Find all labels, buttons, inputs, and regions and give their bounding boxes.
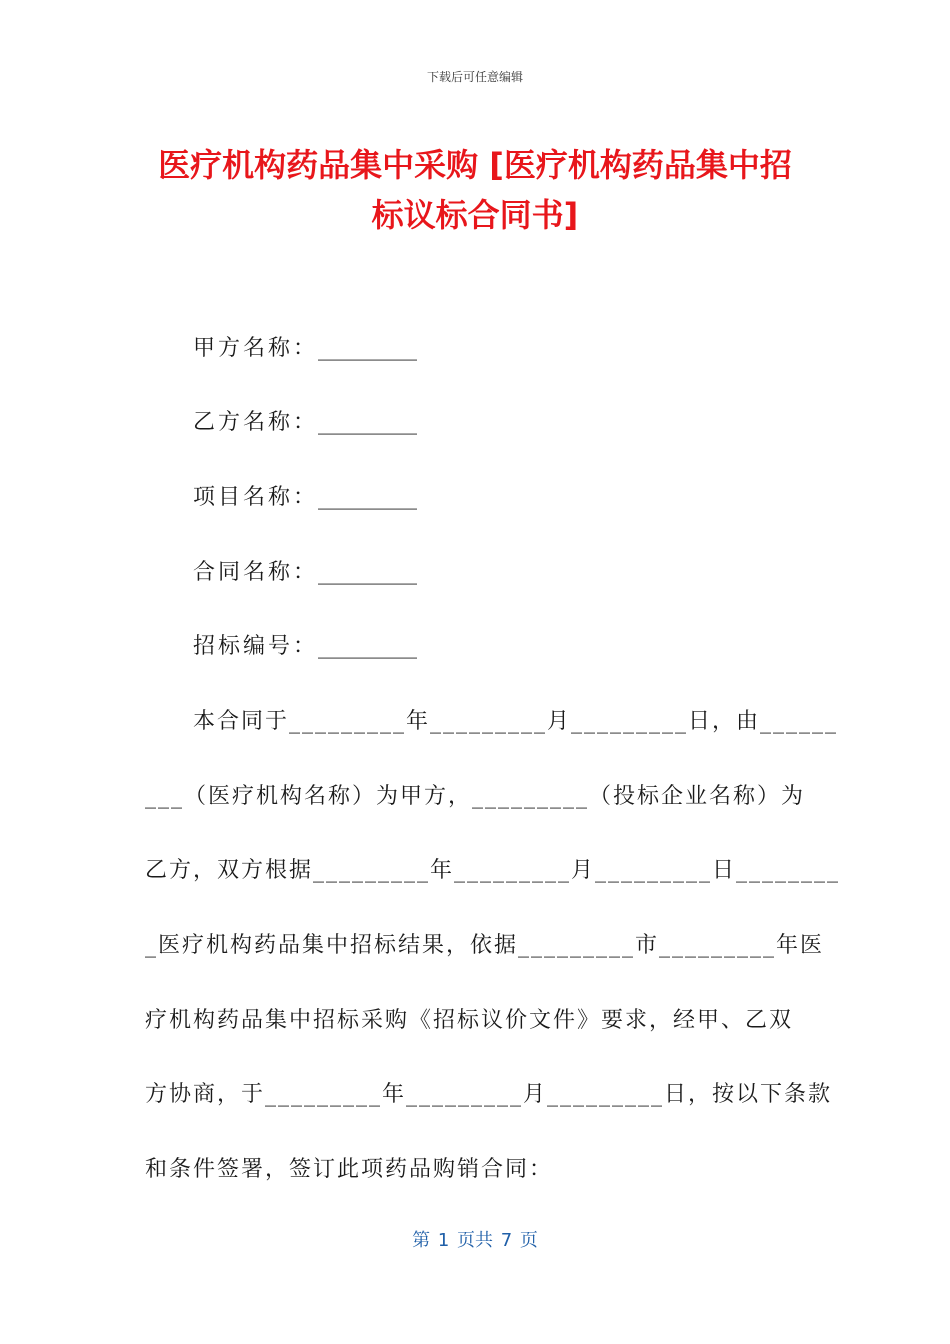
- field-label: 招标编号：: [193, 634, 319, 659]
- field-project-name: [193, 480, 417, 511]
- field-party-b: [193, 405, 417, 436]
- field-contract-name: [193, 555, 417, 586]
- field-label: 甲方名称：: [193, 336, 319, 361]
- document-title: [130, 140, 820, 240]
- body-line: 疗机构药品集中招标采购《招标议价文件》要求，经甲、乙双: [145, 1008, 794, 1033]
- field-blank: _________: [318, 336, 418, 361]
- title-line-2: 标议标合同书]: [371, 196, 579, 234]
- field-label: 项目名称：: [193, 485, 319, 510]
- body-line: 和条件签署，签订此项药品购销合同：: [145, 1157, 554, 1182]
- header-note: 下载后可任意编辑: [426, 70, 523, 84]
- body-line: 方协商，于_________年_________月_________日，按以下条款: [145, 1082, 833, 1107]
- field-blank: _________: [318, 634, 418, 659]
- field-blank: _________: [318, 485, 418, 510]
- field-label: 合同名称：: [193, 560, 319, 585]
- body-line: 本合同于_________年_________月_________日，由______: [145, 709, 839, 734]
- body-line: ___（医疗机构名称）为甲方，_________（投标企业名称）为: [145, 784, 806, 809]
- field-blank: _________: [318, 410, 418, 435]
- field-tender-number: [193, 629, 417, 660]
- page-footer: 第 1 页共 7 页: [412, 1230, 538, 1251]
- body-line: _医疗机构药品集中招标结果，依据_________市_________年医: [145, 933, 825, 958]
- body-line: 乙方，双方根据_________年_________月_________日________: [145, 858, 841, 883]
- field-label: 乙方名称：: [193, 410, 319, 435]
- field-party-a: [193, 331, 417, 362]
- field-blank: _________: [318, 560, 418, 585]
- title-line-1: 医疗机构药品集中采购 [医疗机构药品集中招: [158, 146, 792, 184]
